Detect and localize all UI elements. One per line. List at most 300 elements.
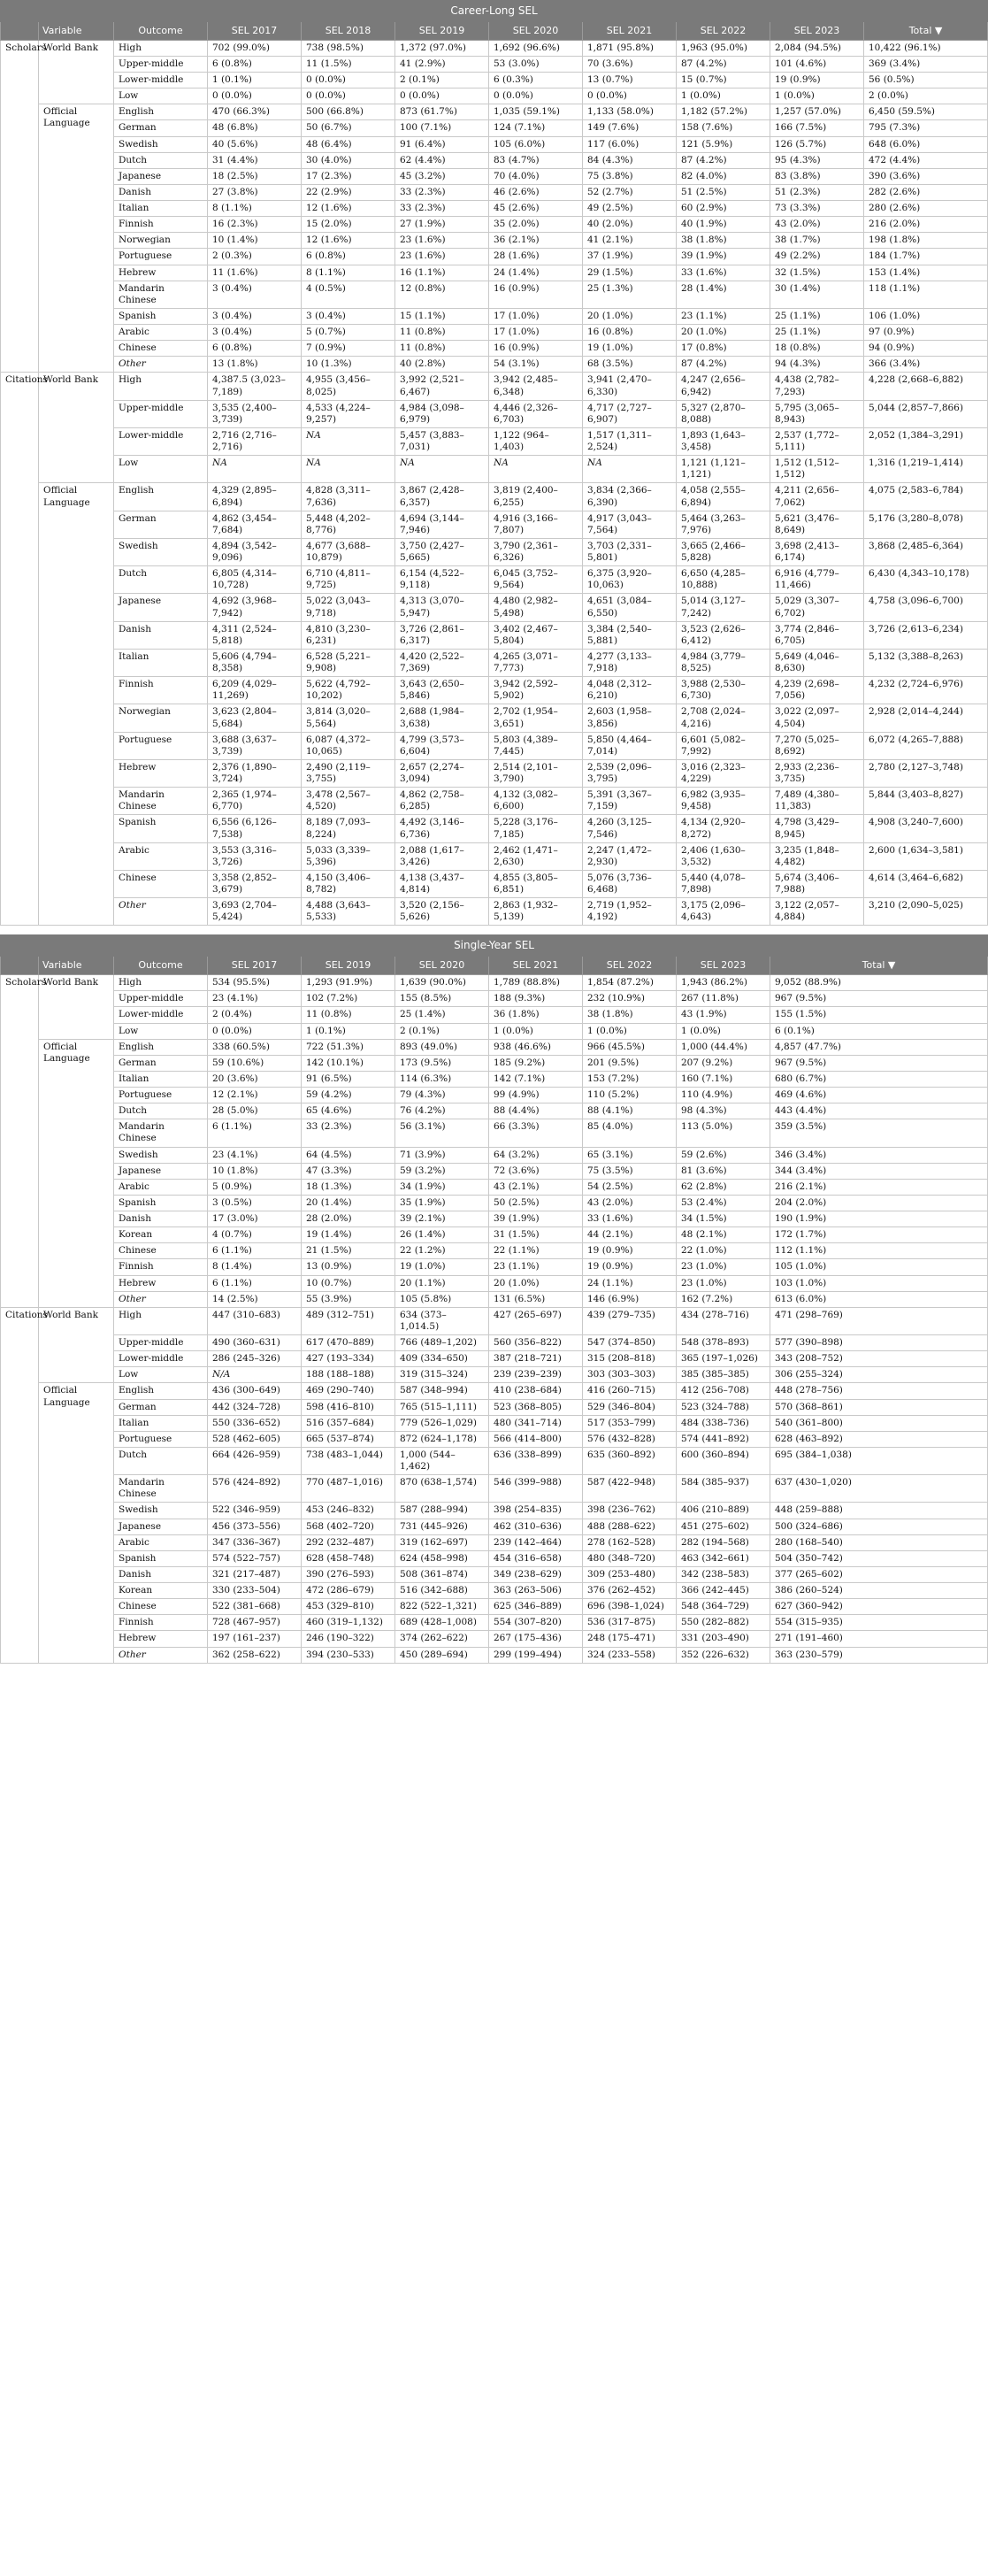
table-cell: 271 (191–460) <box>770 1631 988 1647</box>
table-cell: 344 (3.4%) <box>770 1163 988 1179</box>
table-cell: 1,000 (44.4%) <box>677 1039 770 1055</box>
table-cell: 3,941 (2,470–6,330) <box>583 373 677 400</box>
table-cell: 75 (3.8%) <box>583 168 677 184</box>
table-row <box>1 217 988 233</box>
table-cell: 0 (0.0%) <box>302 88 395 104</box>
table-cell: 6 (0.1%) <box>770 1023 988 1039</box>
table-cell: 1,133 (58.0%) <box>583 104 677 120</box>
table-cell: 16 (1.1%) <box>395 265 489 281</box>
table-cell: 550 (282–882) <box>677 1615 770 1631</box>
table-cell: 4,260 (3,125–7,546) <box>583 815 677 842</box>
table-cell: 6 (0.3%) <box>489 73 583 88</box>
table-cell: 3,992 (2,521–6,467) <box>395 373 489 400</box>
table-cell: 12 (1.6%) <box>302 233 395 249</box>
table-cell: 20 (1.0%) <box>489 1275 583 1291</box>
table-row <box>1 1259 988 1275</box>
table-cell: 286 (245–326) <box>208 1351 302 1367</box>
table-cell: 8,189 (7,093–8,224) <box>302 815 395 842</box>
table-cell: 106 (1.0%) <box>864 308 988 324</box>
table-cell: 587 (288–994) <box>395 1503 489 1519</box>
table-cell: 2,088 (1,617–3,426) <box>395 842 489 870</box>
table-cell: 17 (2.3%) <box>302 168 395 184</box>
table-cell: 3,750 (2,427–5,665) <box>395 538 489 565</box>
table-cell: 40 (1.9%) <box>677 217 770 233</box>
table-cell: 23 (4.1%) <box>208 991 302 1007</box>
table-cell: 5,795 (3,065–8,943) <box>770 400 864 427</box>
group-label: Scholars <box>1 975 39 1308</box>
table-cell: 1,000 (544–1,462) <box>395 1447 489 1474</box>
table-row <box>1 1399 988 1415</box>
table-cell: 25 (1.1%) <box>770 325 864 341</box>
table-cell: 280 (168–540) <box>770 1534 988 1550</box>
group-label: Citations <box>1 1307 39 1663</box>
table-row <box>1 73 988 88</box>
table-cell: 9,052 (88.9%) <box>770 975 988 991</box>
table-cell: 216 (2.1%) <box>770 1179 988 1195</box>
table-cell: 3,553 (3,316–3,726) <box>208 842 302 870</box>
header-total-sort-button[interactable]: Total ▼ <box>770 957 988 975</box>
table-cell: 0 (0.0%) <box>489 88 583 104</box>
table-cell: NA <box>583 456 677 483</box>
table-cell: 6,087 (4,372–10,065) <box>302 732 395 759</box>
table-cell: 25 (1.1%) <box>770 308 864 324</box>
table-cell: 2,084 (94.5%) <box>770 40 864 56</box>
table-cell: 6 (1.1%) <box>208 1243 302 1259</box>
table-cell: 45 (3.2%) <box>395 168 489 184</box>
table-cell: 967 (9.5%) <box>770 1055 988 1071</box>
table-cell: 33 (2.3%) <box>395 184 489 200</box>
table-cell: 346 (3.4%) <box>770 1147 988 1163</box>
header-blank <box>1 22 39 41</box>
variable-label: World Bank <box>39 1307 114 1383</box>
table-cell: 1 (0.0%) <box>489 1023 583 1039</box>
table-cell: 3 (0.4%) <box>208 281 302 308</box>
career-long-title: Career-Long SEL <box>1 1 988 22</box>
table-cell: 4,265 (3,071–7,773) <box>489 649 583 676</box>
table-cell: 4,799 (3,573–6,604) <box>395 732 489 759</box>
table-row <box>1 152 988 168</box>
table-cell: 207 (9.2%) <box>677 1055 770 1071</box>
outcome-label: Mandarin Chinese <box>114 1119 208 1147</box>
table-cell: 4,533 (4,224–9,257) <box>302 400 395 427</box>
table-cell: 4,677 (3,688–10,879) <box>302 538 395 565</box>
table-cell: 450 (289–694) <box>395 1647 489 1663</box>
table-cell: 3,478 (2,567–4,520) <box>302 788 395 815</box>
table-cell: 448 (278–756) <box>770 1383 988 1399</box>
table-cell: 98 (4.3%) <box>677 1103 770 1119</box>
table-cell: 6,375 (3,920–10,063) <box>583 566 677 594</box>
header-sel-2020: SEL 2020 <box>489 22 583 41</box>
header-outcome: Outcome <box>114 22 208 41</box>
table-cell: 2,719 (1,952–4,192) <box>583 898 677 926</box>
table-cell: 374 (262–622) <box>395 1631 489 1647</box>
table-cell: 309 (253–480) <box>583 1566 677 1582</box>
table-cell: 6 (0.8%) <box>302 249 395 265</box>
table-cell: 427 (193–334) <box>302 1351 395 1367</box>
table-cell: 94 (4.3%) <box>770 357 864 373</box>
table-cell: 17 (3.0%) <box>208 1211 302 1227</box>
table-cell: 624 (458–998) <box>395 1550 489 1566</box>
table-cell: 87 (4.2%) <box>677 56 770 72</box>
header-sel-2021: SEL 2021 <box>583 22 677 41</box>
table-cell: 4 (0.7%) <box>208 1227 302 1243</box>
table-cell: 24 (1.4%) <box>489 265 583 281</box>
outcome-label: Mandarin Chinese <box>114 1475 208 1503</box>
table-row <box>1 400 988 427</box>
table-row <box>1 483 988 511</box>
table-cell: 5,327 (2,870–8,088) <box>677 400 770 427</box>
table-cell: 500 (66.8%) <box>302 104 395 120</box>
table-cell: 118 (1.1%) <box>864 281 988 308</box>
table-cell: 31 (1.5%) <box>489 1227 583 1243</box>
table-cell: 37 (1.9%) <box>583 249 677 265</box>
table-cell: 1,372 (97.0%) <box>395 40 489 56</box>
table-cell: 53 (2.4%) <box>677 1195 770 1211</box>
table-cell: 10,422 (96.1%) <box>864 40 988 56</box>
table-cell: 112 (1.1%) <box>770 1243 988 1259</box>
table-cell: 584 (385–937) <box>677 1475 770 1503</box>
table-cell: 598 (416–810) <box>302 1399 395 1415</box>
table-cell: 2,708 (2,024–4,216) <box>677 704 770 732</box>
table-cell: 292 (232–487) <box>302 1534 395 1550</box>
table-cell: 65 (4.6%) <box>302 1103 395 1119</box>
table-row <box>1 1519 988 1534</box>
table-cell: 1,639 (90.0%) <box>395 975 489 991</box>
table-cell: 39 (2.1%) <box>395 1211 489 1227</box>
table-cell: 480 (341–714) <box>489 1415 583 1431</box>
table-cell: 38 (1.7%) <box>770 233 864 249</box>
table-cell: 410 (238–684) <box>489 1383 583 1399</box>
table-cell: 82 (4.0%) <box>677 168 770 184</box>
table-cell: 0 (0.0%) <box>583 88 677 104</box>
table-cell: 155 (1.5%) <box>770 1007 988 1023</box>
table-cell: 436 (300–649) <box>208 1383 302 1399</box>
outcome-label: Other <box>114 1291 208 1307</box>
table-cell: 893 (49.0%) <box>395 1039 489 1055</box>
table-cell: 738 (98.5%) <box>302 40 395 56</box>
table-cell: 352 (226–632) <box>677 1647 770 1663</box>
career-long-body <box>1 1 988 926</box>
table-cell: 648 (6.0%) <box>864 136 988 152</box>
table-cell: 472 (4.4%) <box>864 152 988 168</box>
outcome-label: Finnish <box>114 1259 208 1275</box>
table-cell: 770 (487–1,016) <box>302 1475 395 1503</box>
outcome-label: Upper-middle <box>114 1335 208 1351</box>
table-cell: 190 (1.9%) <box>770 1211 988 1227</box>
table-cell: 738 (483–1,044) <box>302 1447 395 1474</box>
header-sel-2022: SEL 2022 <box>677 22 770 41</box>
table-cell: 5,391 (3,367–7,159) <box>583 788 677 815</box>
table-cell: 110 (5.2%) <box>583 1088 677 1103</box>
table-cell: 504 (350–742) <box>770 1550 988 1566</box>
table-cell: 1,316 (1,219–1,414) <box>864 456 988 483</box>
table-row <box>1 357 988 373</box>
outcome-label: Finnish <box>114 677 208 704</box>
table-cell: 319 (162–697) <box>395 1534 489 1550</box>
header-sel-2023: SEL 2023 <box>770 22 864 41</box>
table-cell: 22 (2.9%) <box>302 184 395 200</box>
table-cell: 23 (4.1%) <box>208 1147 302 1163</box>
outcome-label: Japanese <box>114 1163 208 1179</box>
table-cell: 43 (2.0%) <box>770 217 864 233</box>
table-cell: 38 (1.8%) <box>677 233 770 249</box>
table-cell: 6,072 (4,265–7,888) <box>864 732 988 759</box>
table-row <box>1 1275 988 1291</box>
table-cell: 5,029 (3,307–6,702) <box>770 594 864 621</box>
table-row <box>1 1055 988 1071</box>
outcome-label: Spanish <box>114 1550 208 1566</box>
table-cell: 52 (2.7%) <box>583 184 677 200</box>
outcome-label: Chinese <box>114 870 208 897</box>
table-cell: 5,621 (3,476–8,649) <box>770 511 864 538</box>
table-cell: 28 (5.0%) <box>208 1103 302 1119</box>
table-cell: 634 (373–1,014.5) <box>395 1307 489 1334</box>
table-cell: 7,489 (4,380–11,383) <box>770 788 864 815</box>
table-cell: 617 (470–889) <box>302 1335 395 1351</box>
table-cell: 480 (348–720) <box>583 1550 677 1566</box>
table-row <box>1 1039 988 1055</box>
table-cell: NA <box>208 456 302 483</box>
table-cell: 23 (1.0%) <box>677 1275 770 1291</box>
table-cell: 471 (298–769) <box>770 1307 988 1334</box>
table-cell: 3,402 (2,467–5,804) <box>489 621 583 649</box>
table-cell: 0 (0.0%) <box>208 88 302 104</box>
table-cell: 731 (445–926) <box>395 1519 489 1534</box>
table-cell: 3,790 (2,361–6,326) <box>489 538 583 565</box>
table-cell: 95 (4.3%) <box>770 152 864 168</box>
table-cell: 577 (390–898) <box>770 1335 988 1351</box>
outcome-label: Other <box>114 898 208 926</box>
outcome-label: Low <box>114 456 208 483</box>
table-cell: 54 (2.5%) <box>583 1179 677 1195</box>
table-cell: 3,988 (2,530–6,730) <box>677 677 770 704</box>
table-row <box>1 325 988 341</box>
table-cell: 55 (3.9%) <box>302 1291 395 1307</box>
table-cell: 938 (46.6%) <box>489 1039 583 1055</box>
table-cell: 5,674 (3,406–7,988) <box>770 870 864 897</box>
table-row <box>1 566 988 594</box>
table-row <box>1 308 988 324</box>
table-cell: 75 (3.5%) <box>583 1163 677 1179</box>
table-cell: 536 (317–875) <box>583 1615 677 1631</box>
table-row <box>1 341 988 357</box>
table-cell: 4,480 (2,982–5,498) <box>489 594 583 621</box>
table-cell: 20 (3.6%) <box>208 1071 302 1087</box>
table-cell: 25 (1.3%) <box>583 281 677 308</box>
table-cell: 4,313 (3,070–5,947) <box>395 594 489 621</box>
table-cell: 5,622 (4,792–10,202) <box>302 677 395 704</box>
header-total-sort-button[interactable]: Total ▼ <box>864 22 988 41</box>
outcome-label: English <box>114 1383 208 1399</box>
table-cell: 5,044 (2,857–7,866) <box>864 400 988 427</box>
table-row <box>1 201 988 217</box>
table-cell: 153 (7.2%) <box>583 1071 677 1087</box>
table-cell: 2,933 (2,236–3,735) <box>770 759 864 787</box>
table-cell: 2,702 (1,954–3,651) <box>489 704 583 732</box>
table-cell: 324 (233–558) <box>583 1647 677 1663</box>
table-cell: 3,819 (2,400–6,255) <box>489 483 583 511</box>
table-cell: 398 (236–762) <box>583 1503 677 1519</box>
table-cell: 149 (7.6%) <box>583 120 677 136</box>
table-cell: 306 (255–324) <box>770 1367 988 1383</box>
table-cell: 267 (11.8%) <box>677 991 770 1007</box>
table-cell: 97 (0.9%) <box>864 325 988 341</box>
table-cell: 613 (6.0%) <box>770 1291 988 1307</box>
table-cell: 11 (0.8%) <box>302 1007 395 1023</box>
table-cell: 1,035 (59.1%) <box>489 104 583 120</box>
table-cell: 282 (2.6%) <box>864 184 988 200</box>
table-row <box>1 677 988 704</box>
outcome-label: Spanish <box>114 308 208 324</box>
table-cell: 2 (0.0%) <box>864 88 988 104</box>
table-cell: 4,211 (2,656–7,062) <box>770 483 864 511</box>
table-cell: 16 (0.9%) <box>489 341 583 357</box>
table-cell: 28 (1.4%) <box>677 281 770 308</box>
outcome-label: Japanese <box>114 594 208 621</box>
outcome-label: Spanish <box>114 815 208 842</box>
table-row <box>1 1195 988 1211</box>
table-row <box>1 732 988 759</box>
variable-label: World Bank <box>39 40 114 104</box>
table-cell: 689 (428–1,008) <box>395 1615 489 1631</box>
table-row <box>1 281 988 308</box>
table-row <box>1 1647 988 1663</box>
outcome-label: Portuguese <box>114 1431 208 1447</box>
table-cell: 516 (342–688) <box>395 1583 489 1599</box>
outcome-label: Norwegian <box>114 704 208 732</box>
table-cell: 23 (1.1%) <box>489 1259 583 1275</box>
outcome-label: Italian <box>114 1071 208 1087</box>
outcome-label: Hebrew <box>114 265 208 281</box>
table-cell: 2,863 (1,932–5,139) <box>489 898 583 926</box>
table-cell: 574 (441–892) <box>677 1431 770 1447</box>
table-cell: 216 (2.0%) <box>864 217 988 233</box>
table-cell: 331 (203–490) <box>677 1631 770 1647</box>
table-row <box>1 184 988 200</box>
table-row <box>1 1383 988 1399</box>
outcome-label: Spanish <box>114 1195 208 1211</box>
table-cell: 409 (334–650) <box>395 1351 489 1367</box>
header-variable: Variable <box>39 22 114 41</box>
table-cell: 2 (0.3%) <box>208 249 302 265</box>
table-cell: 665 (537–874) <box>302 1431 395 1447</box>
outcome-label: Chinese <box>114 1243 208 1259</box>
table-cell: 70 (4.0%) <box>489 168 583 184</box>
table-cell: 448 (259–888) <box>770 1503 988 1519</box>
table-cell: 21 (1.5%) <box>302 1243 395 1259</box>
outcome-label: Upper-middle <box>114 56 208 72</box>
outcome-label: Low <box>114 1023 208 1039</box>
table-cell: 4,232 (2,724–6,976) <box>864 677 988 704</box>
table-cell: 19 (1.0%) <box>583 341 677 357</box>
table-cell: 105 (5.8%) <box>395 1291 489 1307</box>
table-cell: 11 (0.8%) <box>395 341 489 357</box>
table-cell: 16 (0.8%) <box>583 325 677 341</box>
outcome-label: English <box>114 104 208 120</box>
table-cell: 3,814 (3,020–5,564) <box>302 704 395 732</box>
table-cell: 472 (286–679) <box>302 1583 395 1599</box>
table-cell: 45 (2.6%) <box>489 201 583 217</box>
table-cell: 4,438 (2,782–7,293) <box>770 373 864 400</box>
table-cell: 173 (9.5%) <box>395 1055 489 1071</box>
table-cell: 2,537 (1,772–5,111) <box>770 427 864 455</box>
outcome-label: High <box>114 373 208 400</box>
table-cell: 5,014 (3,127–7,242) <box>677 594 770 621</box>
table-cell: 3,384 (2,540–5,881) <box>583 621 677 649</box>
table-cell: 4,329 (2,895–6,894) <box>208 483 302 511</box>
header-sel-2019: SEL 2019 <box>302 957 395 975</box>
table-cell: 62 (2.8%) <box>677 1179 770 1195</box>
table-cell: 462 (310–636) <box>489 1519 583 1534</box>
outcome-label: Japanese <box>114 1519 208 1534</box>
table-cell: 1,943 (86.2%) <box>677 975 770 991</box>
table-cell: 2,247 (1,472–2,930) <box>583 842 677 870</box>
outcome-label: Lower-middle <box>114 73 208 88</box>
table-cell: 4,862 (2,758–6,285) <box>395 788 489 815</box>
table-cell: 6 (0.8%) <box>208 56 302 72</box>
table-cell: 1 (0.1%) <box>302 1023 395 1039</box>
table-cell: 23 (1.0%) <box>677 1259 770 1275</box>
table-cell: 1,257 (57.0%) <box>770 104 864 120</box>
table-cell: 3,867 (2,428–6,357) <box>395 483 489 511</box>
table-cell: 554 (315–935) <box>770 1615 988 1631</box>
table-cell: 105 (1.0%) <box>770 1259 988 1275</box>
table-cell: 34 (1.5%) <box>677 1211 770 1227</box>
table-cell: 87 (4.2%) <box>677 357 770 373</box>
table-cell: 439 (279–735) <box>583 1307 677 1334</box>
table-cell: NA <box>302 456 395 483</box>
header-sel-2021: SEL 2021 <box>489 957 583 975</box>
table-cell: 48 (6.4%) <box>302 136 395 152</box>
table-cell: 60 (2.9%) <box>677 201 770 217</box>
table-cell: 550 (336–652) <box>208 1415 302 1431</box>
table-row <box>1 815 988 842</box>
table-cell: 59 (2.6%) <box>677 1147 770 1163</box>
table-cell: 41 (2.1%) <box>583 233 677 249</box>
outcome-label: Lower-middle <box>114 1007 208 1023</box>
table-cell: 587 (348–994) <box>395 1383 489 1399</box>
table-cell: 460 (319–1,132) <box>302 1615 395 1631</box>
table-cell: 303 (303–303) <box>583 1367 677 1383</box>
table-cell: 795 (7.3%) <box>864 120 988 136</box>
table-cell: 239 (239–239) <box>489 1367 583 1383</box>
table-cell: 8 (1.4%) <box>208 1259 302 1275</box>
table-cell: 702 (99.0%) <box>208 40 302 56</box>
table-cell: 142 (10.1%) <box>302 1055 395 1071</box>
outcome-label: Dutch <box>114 1447 208 1474</box>
table-cell: 10 (1.3%) <box>302 357 395 373</box>
table-cell: 0 (0.0%) <box>395 88 489 104</box>
table-cell: 83 (4.7%) <box>489 152 583 168</box>
table-cell: 33 (1.6%) <box>583 1211 677 1227</box>
table-cell: 5,076 (3,736–6,468) <box>583 870 677 897</box>
table-cell: 0 (0.0%) <box>302 73 395 88</box>
table-cell: 7,270 (5,025–8,692) <box>770 732 864 759</box>
table-cell: 248 (175–471) <box>583 1631 677 1647</box>
table-cell: 15 (2.0%) <box>302 217 395 233</box>
table-cell: 10 (0.7%) <box>302 1275 395 1291</box>
table-row <box>1 1088 988 1103</box>
table-cell: 40 (2.8%) <box>395 357 489 373</box>
table-cell: 6,154 (4,522–9,118) <box>395 566 489 594</box>
table-cell: 625 (346–889) <box>489 1599 583 1615</box>
table-cell: 11 (1.5%) <box>302 56 395 72</box>
table-cell: 554 (307–820) <box>489 1615 583 1631</box>
table-cell: 637 (430–1,020) <box>770 1475 988 1503</box>
table-cell: 20 (1.4%) <box>302 1195 395 1211</box>
outcome-label: Mandarin Chinese <box>114 281 208 308</box>
table-row <box>1 1475 988 1503</box>
